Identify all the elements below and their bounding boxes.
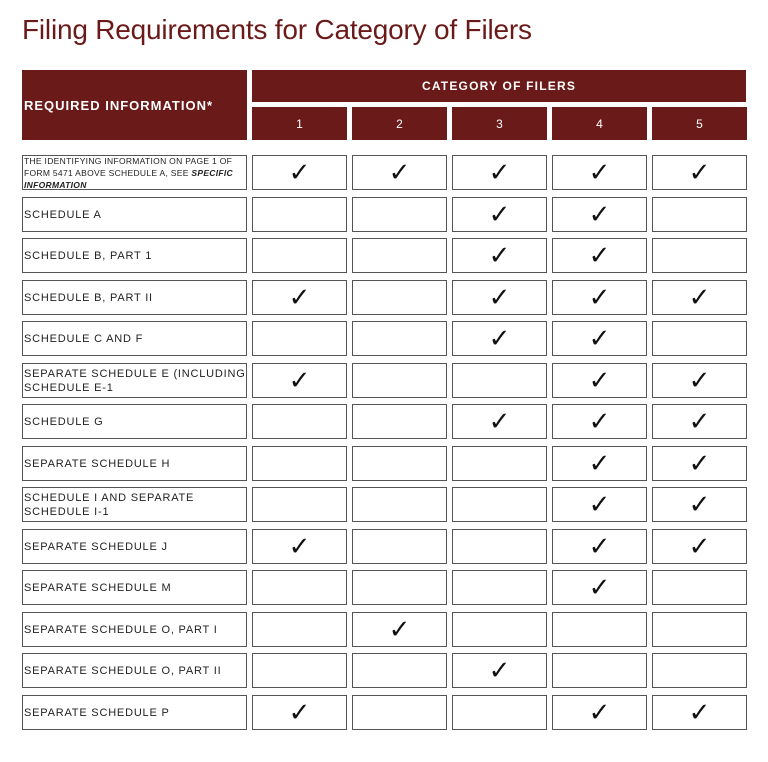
table-cell bbox=[252, 197, 347, 232]
row-label-text: SEPARATE SCHEDULE M bbox=[24, 581, 172, 594]
table-cell bbox=[552, 570, 647, 605]
row-label bbox=[22, 653, 247, 688]
table-cell bbox=[452, 446, 547, 481]
table-cell bbox=[352, 695, 447, 730]
checkmark-icon: ✓ bbox=[388, 614, 411, 645]
table-cell bbox=[452, 695, 547, 730]
table-cell bbox=[352, 155, 447, 190]
checkmark-icon: ✓ bbox=[588, 365, 611, 396]
table-cell bbox=[652, 280, 747, 315]
table-cell bbox=[352, 238, 447, 273]
row-label-text: SCHEDULE B, PART 1 bbox=[24, 249, 153, 262]
row-label bbox=[22, 197, 247, 232]
table-cell bbox=[252, 653, 347, 688]
checkmark-icon: ✓ bbox=[588, 489, 611, 520]
checkmark-icon: ✓ bbox=[688, 697, 711, 728]
row-label-text: SEPARATE SCHEDULE J bbox=[24, 540, 168, 553]
table-cell bbox=[652, 570, 747, 605]
checkmark-icon: ✓ bbox=[688, 365, 711, 396]
checkmark-icon: ✓ bbox=[488, 199, 511, 230]
checkmark-icon: ✓ bbox=[288, 157, 311, 188]
table-cell bbox=[552, 529, 647, 564]
table-cell bbox=[252, 446, 347, 481]
row-label-text: SCHEDULE A bbox=[24, 208, 102, 221]
category-of-filers-header: CATEGORY OF FILERS bbox=[252, 70, 746, 102]
table-cell bbox=[252, 612, 347, 647]
table-cell bbox=[252, 280, 347, 315]
row-label-text: SEPARATE SCHEDULE O, PART I bbox=[24, 623, 218, 636]
table-cell bbox=[652, 487, 747, 522]
table-cell bbox=[652, 197, 747, 232]
table-cell bbox=[652, 695, 747, 730]
row-label-text: SEPARATE SCHEDULE O, PART II bbox=[24, 664, 222, 677]
table-cell bbox=[352, 529, 447, 564]
table-cell bbox=[552, 321, 647, 356]
table-cell bbox=[452, 363, 547, 398]
table-cell bbox=[652, 238, 747, 273]
checkmark-icon: ✓ bbox=[588, 157, 611, 188]
category-2-header: 2 bbox=[352, 107, 447, 140]
table-cell bbox=[352, 487, 447, 522]
row-label bbox=[22, 529, 247, 564]
checkmark-icon: ✓ bbox=[588, 697, 611, 728]
table-cell bbox=[252, 487, 347, 522]
row-label bbox=[22, 155, 247, 190]
checkmark-icon: ✓ bbox=[488, 157, 511, 188]
table-cell bbox=[252, 321, 347, 356]
table-cell bbox=[452, 197, 547, 232]
checkmark-icon: ✓ bbox=[688, 406, 711, 437]
row-label bbox=[22, 280, 247, 315]
table-cell bbox=[452, 612, 547, 647]
table-cell bbox=[652, 529, 747, 564]
table-cell bbox=[552, 280, 647, 315]
table-cell bbox=[452, 570, 547, 605]
table-cell bbox=[452, 280, 547, 315]
checkmark-icon: ✓ bbox=[688, 531, 711, 562]
table-cell bbox=[552, 446, 647, 481]
category-3-header: 3 bbox=[452, 107, 547, 140]
row-label-text: SCHEDULE B, PART II bbox=[24, 291, 153, 304]
table-cell bbox=[552, 238, 647, 273]
table-cell bbox=[552, 612, 647, 647]
table-cell bbox=[552, 695, 647, 730]
category-4-header: 4 bbox=[552, 107, 647, 140]
row-label bbox=[22, 695, 247, 730]
checkmark-icon: ✓ bbox=[588, 406, 611, 437]
row-label-text: SEPARATE SCHEDULE H bbox=[24, 457, 171, 470]
checkmark-icon: ✓ bbox=[488, 282, 511, 313]
table-cell bbox=[552, 487, 647, 522]
row-label bbox=[22, 446, 247, 481]
table-cell bbox=[352, 653, 447, 688]
table-cell bbox=[252, 363, 347, 398]
row-label bbox=[22, 321, 247, 356]
table-cell bbox=[652, 321, 747, 356]
checkmark-icon: ✓ bbox=[688, 282, 711, 313]
row-label bbox=[22, 487, 247, 522]
row-label-text: THE IDENTIFYING INFORMATION ON PAGE 1 OF FORM 5471 ABOVE SCHEDULE A, SEE SPECIFIC INFORMATION bbox=[24, 155, 233, 190]
checkmark-icon: ✓ bbox=[688, 157, 711, 188]
row-label bbox=[22, 612, 247, 647]
table-cell bbox=[452, 487, 547, 522]
row-label bbox=[22, 363, 247, 398]
page-title: Filing Requirements for Category of Filers bbox=[22, 14, 532, 45]
checkmark-icon: ✓ bbox=[688, 489, 711, 520]
table-cell bbox=[352, 446, 447, 481]
checkmark-icon: ✓ bbox=[588, 531, 611, 562]
row-label-text: SCHEDULE I AND SEPARATE SCHEDULE I-1 bbox=[24, 491, 195, 518]
checkmark-icon: ✓ bbox=[488, 406, 511, 437]
table-cell bbox=[352, 612, 447, 647]
row-label-emphasis: SPECIFIC INFORMATION bbox=[24, 167, 233, 190]
table-cell bbox=[252, 695, 347, 730]
checkmark-icon: ✓ bbox=[588, 240, 611, 271]
table-cell bbox=[352, 321, 447, 356]
table-cell bbox=[252, 529, 347, 564]
table-cell bbox=[552, 363, 647, 398]
category-5-header: 5 bbox=[652, 107, 747, 140]
table-cell bbox=[252, 155, 347, 190]
row-label bbox=[22, 238, 247, 273]
checkmark-icon: ✓ bbox=[288, 531, 311, 562]
table-cell bbox=[552, 155, 647, 190]
table-cell bbox=[452, 653, 547, 688]
checkmark-icon: ✓ bbox=[588, 323, 611, 354]
table-cell bbox=[452, 155, 547, 190]
checkmark-icon: ✓ bbox=[388, 157, 411, 188]
table-cell bbox=[652, 612, 747, 647]
category-1-header: 1 bbox=[252, 107, 347, 140]
table-cell bbox=[652, 653, 747, 688]
row-label-text: SCHEDULE C AND F bbox=[24, 332, 144, 345]
row-label-text: SEPARATE SCHEDULE E (INCLUDING SCHEDULE E-1 bbox=[24, 367, 246, 394]
table-cell bbox=[552, 197, 647, 232]
checkmark-icon: ✓ bbox=[588, 282, 611, 313]
checkmark-icon: ✓ bbox=[588, 448, 611, 479]
table-cell bbox=[652, 155, 747, 190]
table-cell bbox=[252, 570, 347, 605]
checkmark-icon: ✓ bbox=[288, 365, 311, 396]
table-cell bbox=[252, 238, 347, 273]
table-cell bbox=[652, 404, 747, 439]
checkmark-icon: ✓ bbox=[288, 697, 311, 728]
required-information-header: REQUIRED INFORMATION* bbox=[22, 70, 247, 140]
table-cell bbox=[652, 363, 747, 398]
checkmark-icon: ✓ bbox=[288, 282, 311, 313]
table-cell bbox=[552, 404, 647, 439]
table-cell bbox=[552, 653, 647, 688]
table-cell bbox=[352, 404, 447, 439]
row-label-text: SCHEDULE G bbox=[24, 415, 104, 428]
checkmark-icon: ✓ bbox=[488, 323, 511, 354]
checkmark-icon: ✓ bbox=[688, 448, 711, 479]
checkmark-icon: ✓ bbox=[588, 572, 611, 603]
row-label-text: SEPARATE SCHEDULE P bbox=[24, 706, 170, 719]
table-cell bbox=[352, 570, 447, 605]
checkmark-icon: ✓ bbox=[588, 199, 611, 230]
checkmark-icon: ✓ bbox=[488, 240, 511, 271]
table-cell bbox=[452, 529, 547, 564]
row-label bbox=[22, 570, 247, 605]
table-cell bbox=[352, 363, 447, 398]
table-cell bbox=[452, 321, 547, 356]
table-cell bbox=[352, 280, 447, 315]
checkmark-icon: ✓ bbox=[488, 655, 511, 686]
table-cell bbox=[252, 404, 347, 439]
table-cell bbox=[652, 446, 747, 481]
table-cell bbox=[352, 197, 447, 232]
table-cell bbox=[452, 404, 547, 439]
row-label bbox=[22, 404, 247, 439]
table-cell bbox=[452, 238, 547, 273]
